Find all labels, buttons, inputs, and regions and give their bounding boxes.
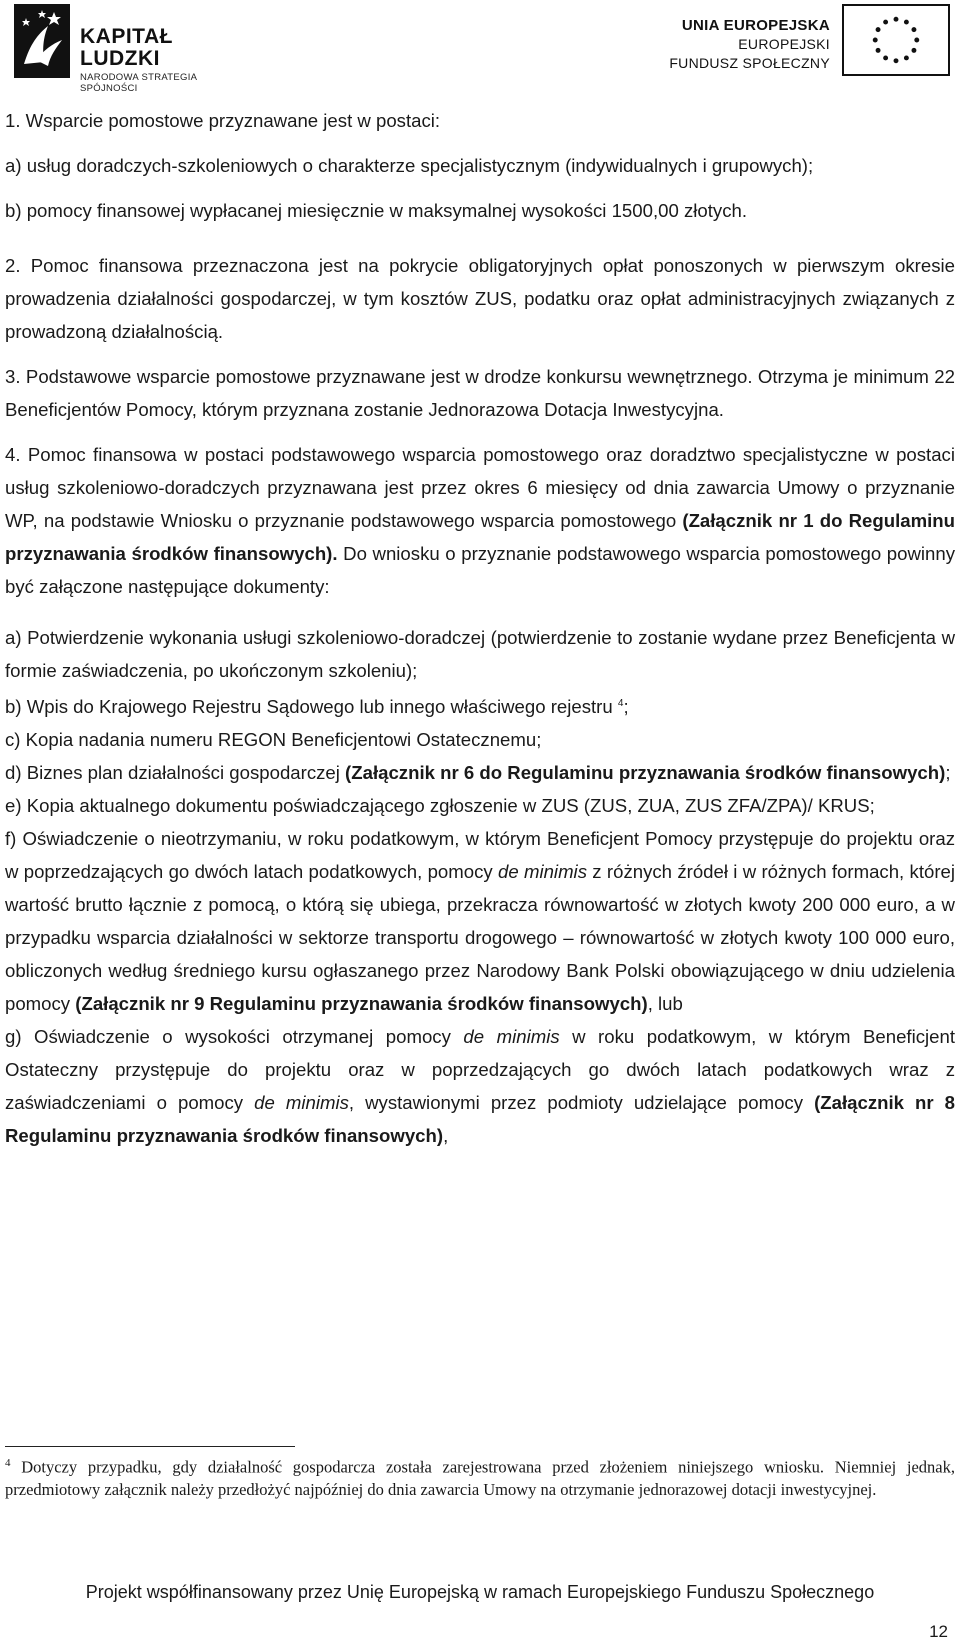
kapital-ludzki-logo — [14, 4, 254, 94]
footnote-ref: 4 — [617, 698, 624, 709]
paragraph-3: 3. Podstawowe wsparcie pomostowe przyznawane jest w drodze konkursu wewnętrznego. Otrzyma je minimum 22 Beneficjentów Pomocy, którym przyznana zostanie Jednorazowa Dotacja Inwestycyjna. — [5, 366, 955, 420]
item-f-text2: z różnych źródeł i w różnych formach, której wartość brutto łącznie z pomocą, o którą się ubiega, przekracza równowartość w złotych kwoty 200 000 euro, a w przypadku wsparcia działalności w sektorze transportu drogowego – równowartość w złotych kwoty 100 000 euro, obliczonych według średniego kursu ogłaszanego przez Narodowy Bank Polski obowiązującego w dniu udzielenia pomocy — [5, 861, 955, 1015]
footnote-number: 4 — [5, 1457, 11, 1469]
item-g-text3: , wystawionymi przez podmioty udzielające pomocy — [348, 1092, 815, 1114]
item-f-de-minimis: de minimis — [497, 861, 587, 883]
paragraph-1: 1. Wsparcie pomostowe przyznawane jest w postaci: — [5, 110, 441, 131]
item-g-end: , — [443, 1125, 449, 1147]
item-b — [5, 687, 955, 723]
footnote-text: Dotyczy przypadku, gdy działalność gospodarcza została zarejestrowana przed złożeniem niniejszego wniosku. Niemniej jednak, przedmiotowy załącznik należy przedłożyć najpóźniej do dnia zawarcia Umowy na otrzymanie jednorazowej dotacji inwestycyjnej. — [5, 1457, 955, 1499]
item-f-end: , lub — [647, 993, 683, 1015]
eu-logo — [660, 4, 950, 78]
item-g-de-minimis-2: de minimis — [254, 1092, 349, 1114]
item-d-attachment: (Załącznik nr 6 do Regulaminu przyznawania środków finansowych) — [345, 762, 946, 784]
item-d-end: ; — [945, 762, 951, 784]
item-f-text1: f) Oświadczenie o nieotrzymaniu, w roku podatkowym, w którym Beneficjent Pomocy przystępuje do projektu oraz w poprzedzających go dwóch latach podatkowych, pomocy — [5, 828, 955, 883]
kapital-ludzki-title: KAPITAŁ LUDZKI — [80, 25, 173, 70]
item-a: a) Potwierdzenie wykonania usługi szkoleniowo-doradczej (potwierdzenie to zostanie wydane przez Beneficjenta w formie zaświadczenia, po ukończonym szkoleniu); — [5, 627, 955, 681]
page-header — [0, 0, 960, 94]
footnote-divider — [5, 1446, 295, 1447]
paragraph-4 — [5, 438, 955, 603]
eu-flag-icon — [842, 4, 950, 76]
item-d-text: d) Biznes plan działalności gospodarczej — [5, 762, 346, 784]
item-d — [5, 756, 955, 789]
paragraph-4-continuation: Do wniosku o przyznanie podstawowego wsparcia pomostowego powinny być załączone następujące dokumenty: — [5, 543, 956, 597]
item-f-attachment: (Załącznik nr 9 Regulaminu przyznawania środków finansowych) — [75, 993, 648, 1015]
kapital-ludzki-emblem-icon — [14, 4, 70, 78]
paragraph-1b: b) pomocy finansowej wypłacanej miesięcznie w maksymalnej wysokości 1500,00 złotych. — [5, 200, 748, 221]
paragraph-2: 2. Pomoc finansowa przeznaczona jest na pokrycie obligatoryjnych opłat ponoszonych w pierwszym okresie prowadzenia działalności gospodarczej, w tym kosztów ZUS, podatku oraz opłat administracyjnych związanych z prowadzoną działalnością. — [5, 255, 955, 342]
paragraph-4-text: 4. Pomoc finansowa w postaci podstawowego wsparcia pomostowego oraz doradztwo specjalistyczne w postaci usług szkoleniowo-doradczych przyznawana jest przez okres 6 miesięcy od dnia zawarcia Umowy o przyznanie WP, na podstawie Wniosku o przyznanie podstawowego wsparcia pomostowego — [5, 444, 955, 531]
item-e: e) Kopia aktualnego dokumentu poświadczającego zgłoszenie w ZUS (ZUS, ZUA, ZUS ZFA/ZPA)/ KRUS; — [5, 795, 875, 817]
item-g-text2: w roku podatkowym, w którym Beneficjent Ostateczny przystępuje do projektu oraz w poprzedzających go dwóch latach podatkowych wraz z zaświadczeniami o pomocy — [5, 1026, 955, 1114]
item-f — [5, 822, 955, 1020]
item-b-text: b) Wpis do Krajowego Rejestru Sądowego lub innego właściwego rejestru — [5, 696, 618, 718]
eu-logo-line1: UNIA EUROPEJSKA — [681, 17, 830, 34]
eu-logo-line2: EUROPEJSKI — [738, 36, 830, 52]
footnote — [5, 1452, 955, 1501]
paragraph-4-attachment: (Załącznik nr 1 do Regulaminu przyznawania środków finansowych). — [5, 510, 955, 564]
item-g-attachment: (Załącznik nr 8 Regulaminu przyznawania środków finansowych) — [5, 1092, 956, 1147]
item-g — [5, 1020, 955, 1152]
item-g-text1: g) Oświadczenie o wysokości otrzymanej pomocy — [5, 1026, 464, 1048]
item-g-de-minimis-1: de minimis — [463, 1026, 560, 1048]
kapital-ludzki-subtitle: NARODOWA STRATEGIA SPÓJNOŚCI — [80, 72, 197, 94]
page-number: 12 — [929, 1622, 948, 1641]
item-b-end: ; — [623, 696, 629, 718]
page-footer: Projekt współfinansowany przez Unię Europejską w ramach Europejskiego Funduszu Społecznego — [85, 1582, 875, 1602]
eu-logo-line3: FUNDUSZ SPOŁECZNY — [669, 55, 830, 71]
item-c: c) Kopia nadania numeru REGON Beneficjentowi Ostatecznemu; — [5, 729, 542, 751]
paragraph-1a: a) usług doradczych-szkoleniowych o charakterze specjalistycznym (indywidualnych i grupowych); — [5, 155, 814, 176]
document-body — [5, 104, 955, 1152]
